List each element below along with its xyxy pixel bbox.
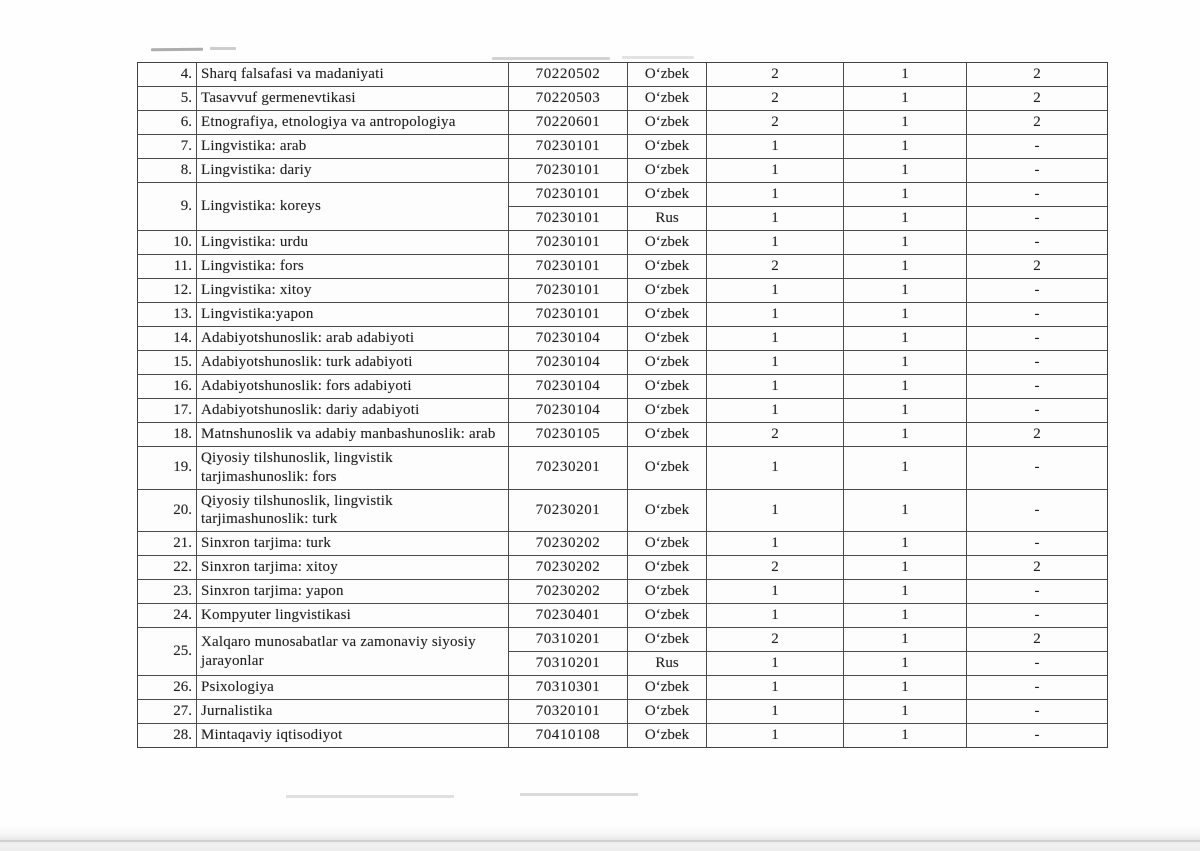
row-number-cell: 18. xyxy=(138,423,197,447)
quota-value3-cell: - xyxy=(967,231,1108,255)
quota-value2-cell: 1 xyxy=(844,423,967,447)
quota-value3-cell: - xyxy=(967,447,1108,490)
row-number-cell: 5. xyxy=(138,87,197,111)
row-number-cell: 8. xyxy=(138,159,197,183)
language-cell: Oʻzbek xyxy=(628,351,707,375)
quota-value1-cell: 2 xyxy=(707,63,844,87)
table-row xyxy=(138,279,1108,303)
table-row xyxy=(138,399,1108,423)
programme-code-cell: 70230202 xyxy=(509,532,628,556)
programme-name-cell: Sinxron tarjima: turk xyxy=(197,532,509,556)
row-number-cell: 21. xyxy=(138,532,197,556)
row-number-cell: 11. xyxy=(138,255,197,279)
language-cell: Oʻzbek xyxy=(628,423,707,447)
quota-value2-cell: 1 xyxy=(844,183,967,207)
programme-code-cell: 70230104 xyxy=(509,375,628,399)
row-number-cell: 13. xyxy=(138,303,197,327)
programme-code-cell: 70230201 xyxy=(509,447,628,490)
language-cell: Oʻzbek xyxy=(628,532,707,556)
table-row xyxy=(138,604,1108,628)
language-cell: Oʻzbek xyxy=(628,279,707,303)
programme-code-cell: 70310201 xyxy=(509,652,628,676)
table-row xyxy=(138,351,1108,375)
quota-value1-cell: 1 xyxy=(707,351,844,375)
quota-value2-cell: 1 xyxy=(844,327,967,351)
programme-name-cell: Lingvistika: koreys xyxy=(197,183,509,231)
quota-value1-cell: 1 xyxy=(707,279,844,303)
programme-code-cell: 70230202 xyxy=(509,556,628,580)
programme-code-cell: 70230101 xyxy=(509,303,628,327)
language-cell: Oʻzbek xyxy=(628,111,707,135)
quota-value2-cell: 1 xyxy=(844,279,967,303)
quota-value3-cell: - xyxy=(967,207,1108,231)
language-cell: Oʻzbek xyxy=(628,183,707,207)
quota-value3-cell: - xyxy=(967,724,1108,748)
quota-value2-cell: 1 xyxy=(844,351,967,375)
programme-code-cell: 70230201 xyxy=(509,489,628,532)
row-number-cell: 27. xyxy=(138,700,197,724)
quota-value3-cell: - xyxy=(967,303,1108,327)
quota-value3-cell: - xyxy=(967,676,1108,700)
quota-value1-cell: 1 xyxy=(707,375,844,399)
quota-value1-cell: 1 xyxy=(707,135,844,159)
quota-value1-cell: 1 xyxy=(707,327,844,351)
quota-value2-cell: 1 xyxy=(844,87,967,111)
quota-value1-cell: 1 xyxy=(707,580,844,604)
programme-code-cell: 70220601 xyxy=(509,111,628,135)
quota-value3-cell: 2 xyxy=(967,87,1108,111)
row-number-cell: 24. xyxy=(138,604,197,628)
scan-bottom-shadow-line xyxy=(0,840,1200,842)
quota-value3-cell: - xyxy=(967,375,1108,399)
programme-code-cell: 70230105 xyxy=(509,423,628,447)
quota-value1-cell: 2 xyxy=(707,423,844,447)
programme-code-cell: 70230401 xyxy=(509,604,628,628)
programme-code-cell: 70230202 xyxy=(509,580,628,604)
quota-value3-cell: 2 xyxy=(967,63,1108,87)
programme-name-cell: Qiyosiy tilshunoslik, lingvistik tarjimashunoslik: fors xyxy=(197,447,509,490)
quota-value3-cell: - xyxy=(967,700,1108,724)
table-row xyxy=(138,135,1108,159)
scan-artifact-dash xyxy=(622,56,694,59)
quota-value1-cell: 1 xyxy=(707,399,844,423)
quota-value3-cell: - xyxy=(967,532,1108,556)
programme-name-cell: Kompyuter lingvistikasi xyxy=(197,604,509,628)
quota-value1-cell: 1 xyxy=(707,207,844,231)
quota-value2-cell: 1 xyxy=(844,159,967,183)
quota-value2-cell: 1 xyxy=(844,652,967,676)
programme-name-cell: Lingvistika: fors xyxy=(197,255,509,279)
quota-value3-cell: 2 xyxy=(967,628,1108,652)
programme-code-cell: 70310201 xyxy=(509,628,628,652)
scan-artifact-dash xyxy=(210,47,236,50)
row-number-cell: 4. xyxy=(138,63,197,87)
programme-code-cell: 70220502 xyxy=(509,63,628,87)
programme-name-cell: Sinxron tarjima: yapon xyxy=(197,580,509,604)
row-number-cell: 16. xyxy=(138,375,197,399)
quota-value2-cell: 1 xyxy=(844,207,967,231)
row-number-cell: 20. xyxy=(138,489,197,532)
table-row xyxy=(138,183,1108,207)
quota-value3-cell: 2 xyxy=(967,255,1108,279)
row-number-cell: 19. xyxy=(138,447,197,490)
programme-name-cell: Lingvistika: urdu xyxy=(197,231,509,255)
quota-value2-cell: 1 xyxy=(844,111,967,135)
language-cell: Rus xyxy=(628,652,707,676)
programme-name-cell: Matnshunoslik va adabiy manbashunoslik: arab xyxy=(197,423,509,447)
programme-code-cell: 70230101 xyxy=(509,207,628,231)
row-number-cell: 10. xyxy=(138,231,197,255)
language-cell: Oʻzbek xyxy=(628,375,707,399)
quota-value2-cell: 1 xyxy=(844,255,967,279)
language-cell: Oʻzbek xyxy=(628,399,707,423)
quota-value2-cell: 1 xyxy=(844,399,967,423)
language-cell: Oʻzbek xyxy=(628,724,707,748)
programme-name-cell: Adabiyotshunoslik: dariy adabiyoti xyxy=(197,399,509,423)
language-cell: Oʻzbek xyxy=(628,231,707,255)
quota-value3-cell: - xyxy=(967,489,1108,532)
scan-artifact-smudge xyxy=(520,793,638,796)
table-row xyxy=(138,159,1108,183)
quota-value3-cell: - xyxy=(967,279,1108,303)
programme-code-cell: 70230104 xyxy=(509,327,628,351)
table-row xyxy=(138,87,1108,111)
language-cell: Oʻzbek xyxy=(628,303,707,327)
quota-value2-cell: 1 xyxy=(844,63,967,87)
quota-value3-cell: - xyxy=(967,183,1108,207)
programme-name-cell: Etnografiya, etnologiya va antropologiya xyxy=(197,111,509,135)
row-number-cell: 23. xyxy=(138,580,197,604)
quota-value1-cell: 1 xyxy=(707,676,844,700)
admission-quota-table xyxy=(137,62,1108,748)
language-cell: Oʻzbek xyxy=(628,556,707,580)
quota-value1-cell: 1 xyxy=(707,724,844,748)
quota-value3-cell: - xyxy=(967,399,1108,423)
table-row xyxy=(138,423,1108,447)
programme-name-cell: Jurnalistika xyxy=(197,700,509,724)
programme-code-cell: 70230101 xyxy=(509,231,628,255)
quota-value1-cell: 1 xyxy=(707,604,844,628)
quota-value2-cell: 1 xyxy=(844,580,967,604)
quota-value2-cell: 1 xyxy=(844,676,967,700)
scan-artifact-dash xyxy=(492,57,610,60)
quota-value2-cell: 1 xyxy=(844,628,967,652)
language-cell: Oʻzbek xyxy=(628,604,707,628)
row-number-cell: 9. xyxy=(138,183,197,231)
quota-value1-cell: 1 xyxy=(707,159,844,183)
table-row xyxy=(138,580,1108,604)
row-number-cell: 12. xyxy=(138,279,197,303)
quota-value3-cell: - xyxy=(967,604,1108,628)
language-cell: Oʻzbek xyxy=(628,255,707,279)
quota-value3-cell: - xyxy=(967,351,1108,375)
quota-value1-cell: 1 xyxy=(707,231,844,255)
quota-value1-cell: 2 xyxy=(707,111,844,135)
table-row xyxy=(138,63,1108,87)
quota-value3-cell: 2 xyxy=(967,556,1108,580)
quota-value3-cell: 2 xyxy=(967,423,1108,447)
table-row xyxy=(138,231,1108,255)
programme-name-cell: Sinxron tarjima: xitoy xyxy=(197,556,509,580)
quota-value1-cell: 2 xyxy=(707,255,844,279)
quota-value2-cell: 1 xyxy=(844,700,967,724)
quota-value2-cell: 1 xyxy=(844,489,967,532)
table-row xyxy=(138,447,1108,490)
language-cell: Oʻzbek xyxy=(628,135,707,159)
programme-name-cell: Tasavvuf germenevtikasi xyxy=(197,87,509,111)
programme-name-cell: Adabiyotshunoslik: arab adabiyoti xyxy=(197,327,509,351)
language-cell: Oʻzbek xyxy=(628,447,707,490)
programme-name-cell: Qiyosiy tilshunoslik, lingvistik tarjimashunoslik: turk xyxy=(197,489,509,532)
row-number-cell: 14. xyxy=(138,327,197,351)
language-cell: Oʻzbek xyxy=(628,580,707,604)
row-number-cell: 6. xyxy=(138,111,197,135)
row-number-cell: 7. xyxy=(138,135,197,159)
programme-code-cell: 70230101 xyxy=(509,255,628,279)
quota-value1-cell: 1 xyxy=(707,489,844,532)
table-row xyxy=(138,628,1108,652)
table-row xyxy=(138,327,1108,351)
programme-code-cell: 70310301 xyxy=(509,676,628,700)
programme-code-cell: 70230101 xyxy=(509,135,628,159)
programme-name-cell: Sharq falsafasi va madaniyati xyxy=(197,63,509,87)
quota-value1-cell: 2 xyxy=(707,628,844,652)
language-cell: Oʻzbek xyxy=(628,87,707,111)
table-row xyxy=(138,489,1108,532)
quota-value1-cell: 2 xyxy=(707,556,844,580)
row-number-cell: 17. xyxy=(138,399,197,423)
programme-code-cell: 70230101 xyxy=(509,183,628,207)
quota-value1-cell: 1 xyxy=(707,700,844,724)
quota-value1-cell: 1 xyxy=(707,652,844,676)
programme-code-cell: 70230101 xyxy=(509,279,628,303)
language-cell: Oʻzbek xyxy=(628,628,707,652)
programme-name-cell: Lingvistika:yapon xyxy=(197,303,509,327)
programme-name-cell: Lingvistika: xitoy xyxy=(197,279,509,303)
language-cell: Oʻzbek xyxy=(628,63,707,87)
table-row xyxy=(138,700,1108,724)
language-cell: Oʻzbek xyxy=(628,159,707,183)
quota-value3-cell: - xyxy=(967,652,1108,676)
quota-value2-cell: 1 xyxy=(844,303,967,327)
quota-value1-cell: 2 xyxy=(707,87,844,111)
language-cell: Oʻzbek xyxy=(628,489,707,532)
table-row xyxy=(138,676,1108,700)
programme-name-cell: Lingvistika: arab xyxy=(197,135,509,159)
row-number-cell: 15. xyxy=(138,351,197,375)
language-cell: Oʻzbek xyxy=(628,700,707,724)
table-row xyxy=(138,375,1108,399)
table-row xyxy=(138,303,1108,327)
scan-bottom-shadow-band xyxy=(0,825,1200,851)
quota-value3-cell: - xyxy=(967,580,1108,604)
programme-name-cell: Mintaqaviy iqtisodiyot xyxy=(197,724,509,748)
quota-value2-cell: 1 xyxy=(844,532,967,556)
quota-value2-cell: 1 xyxy=(844,231,967,255)
programme-name-cell: Adabiyotshunoslik: turk adabiyoti xyxy=(197,351,509,375)
programme-code-cell: 70220503 xyxy=(509,87,628,111)
programme-name-cell: Xalqaro munosabatlar va zamonaviy siyosiy jarayonlar xyxy=(197,628,509,676)
programme-code-cell: 70230101 xyxy=(509,159,628,183)
quota-value2-cell: 1 xyxy=(844,135,967,159)
row-number-cell: 26. xyxy=(138,676,197,700)
quota-value1-cell: 1 xyxy=(707,303,844,327)
table-row xyxy=(138,532,1108,556)
row-number-cell: 28. xyxy=(138,724,197,748)
quota-value2-cell: 1 xyxy=(844,604,967,628)
row-number-cell: 25. xyxy=(138,628,197,676)
language-cell: Oʻzbek xyxy=(628,327,707,351)
programme-name-cell: Psixologiya xyxy=(197,676,509,700)
scan-artifact-dash xyxy=(151,48,203,52)
quota-value3-cell: 2 xyxy=(967,111,1108,135)
table-row xyxy=(138,556,1108,580)
quota-value1-cell: 1 xyxy=(707,447,844,490)
scan-artifact-smudge xyxy=(286,795,454,798)
programme-name-cell: Adabiyotshunoslik: fors adabiyoti xyxy=(197,375,509,399)
row-number-cell: 22. xyxy=(138,556,197,580)
quota-value2-cell: 1 xyxy=(844,724,967,748)
quota-value1-cell: 1 xyxy=(707,532,844,556)
quota-value2-cell: 1 xyxy=(844,556,967,580)
table-row xyxy=(138,111,1108,135)
quota-value3-cell: - xyxy=(967,327,1108,351)
programme-code-cell: 70320101 xyxy=(509,700,628,724)
quota-value2-cell: 1 xyxy=(844,447,967,490)
language-cell: Oʻzbek xyxy=(628,676,707,700)
quota-value3-cell: - xyxy=(967,135,1108,159)
programme-code-cell: 70410108 xyxy=(509,724,628,748)
quota-value2-cell: 1 xyxy=(844,375,967,399)
programme-code-cell: 70230104 xyxy=(509,351,628,375)
programme-name-cell: Lingvistika: dariy xyxy=(197,159,509,183)
table-row xyxy=(138,724,1108,748)
programme-code-cell: 70230104 xyxy=(509,399,628,423)
quota-value1-cell: 1 xyxy=(707,183,844,207)
language-cell: Rus xyxy=(628,207,707,231)
quota-value3-cell: - xyxy=(967,159,1108,183)
table-row xyxy=(138,255,1108,279)
